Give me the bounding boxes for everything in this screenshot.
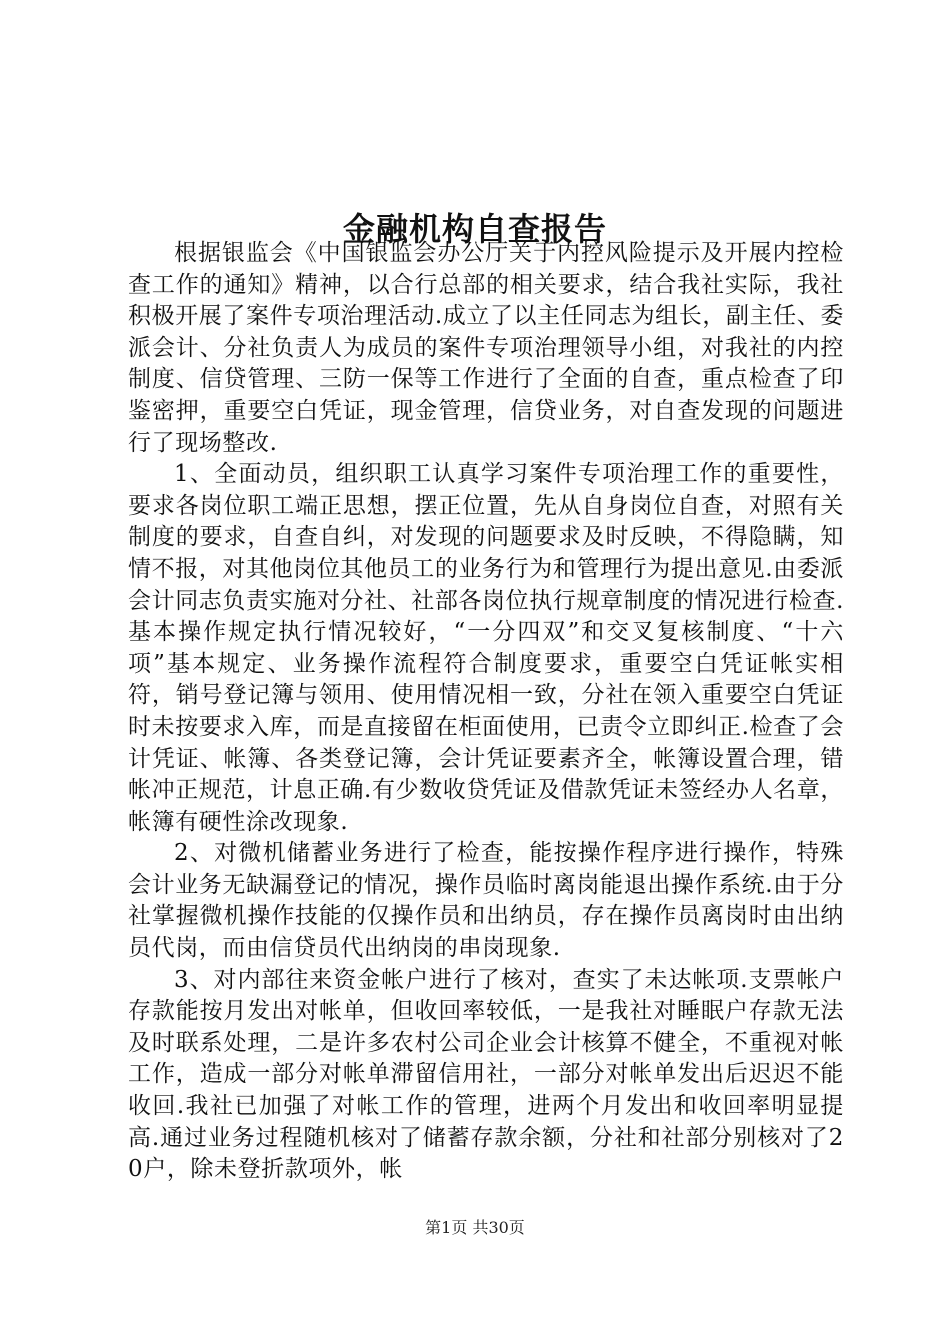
paragraph-intro: 根据银监会《中国银监会办公厅关于内控风险提示及开展内控检查工作的通知》精神，以合行总部的相关要求，结合我社实际，我社积极开展了案件专项治理活动.成立了以主任同志为组长，副主任、委派会计、分社负责人为成员的案件专项治理领导小组，对我社的内控制度、信贷管理、三防一保等工作进行了全面的自查，重点检查了印鉴密押，重要空白凭证，现金管理，信贷业务，对自查发现的问题进行了现场整改. — [128, 240, 844, 456]
document-title: 金融机构自查报告 — [342, 210, 607, 249]
paragraph-2: 2、对微机储蓄业务进行了检查，能按操作程序进行操作，特殊会计业务无缺漏登记的情况，操作员临时离岗能退出操作系统.由于分社掌握微机操作技能的仅操作员和出纳员，存在操作员离岗时由出纳员代岗，而由信贷员代出纳岗的串岗现象. — [128, 840, 844, 962]
paragraph-1: 1、全面动员，组织职工认真学习案件专项治理工作的重要性，要求各岗位职工端正思想，摆正位置，先从自身岗位自查，对照有关制度的要求，自查自纠，对发现的问题要求及时反映，不得隐瞒，知情不报，对其他岗位其他员工的业务行为和管理行为提出意见.由委派会计同志负责实施对分社、社部各岗位执行规章制度的情况进行检查.基本操作规定执行情况较好，“一分四双”和交叉复核制度、“十六项”基本规定、业务操作流程符合制度要求，重要空白凭证帐实相符，销号登记簿与领用、使用情况相一致，分社在领入重要空白凭证时未按要求入库，而是直接留在柜面使用，已责令立即纠正.检查了会计凭证、帐簿、各类登记簿，会计凭证要素齐全，帐簿设置合理，错帐冲正规范，计息正确.有少数收贷凭证及借款凭证未签经办人名章，帐簿有硬性涂改现象. — [128, 461, 844, 835]
paragraph-3: 3、对内部往来资金帐户进行了核对，查实了未达帐项.支票帐户存款能按月发出对帐单，但收回率较低，一是我社对睡眠户存款无法及时联系处理，二是许多农村公司企业会计核算不健全，不重视对帐工作，造成一部分对帐单滞留信用社，一部分对帐单发出后迟迟不能收回.我社已加强了对帐工作的管理，进两个月发出和收回率明显提高.通过业务过程随机核对了储蓄存款余额，分社和社部分别核对了20户，除未登折款项外，帐 — [128, 966, 844, 1183]
page-number-footer: 第1页 共30页 — [425, 1218, 525, 1237]
document-body — [128, 238, 844, 1186]
